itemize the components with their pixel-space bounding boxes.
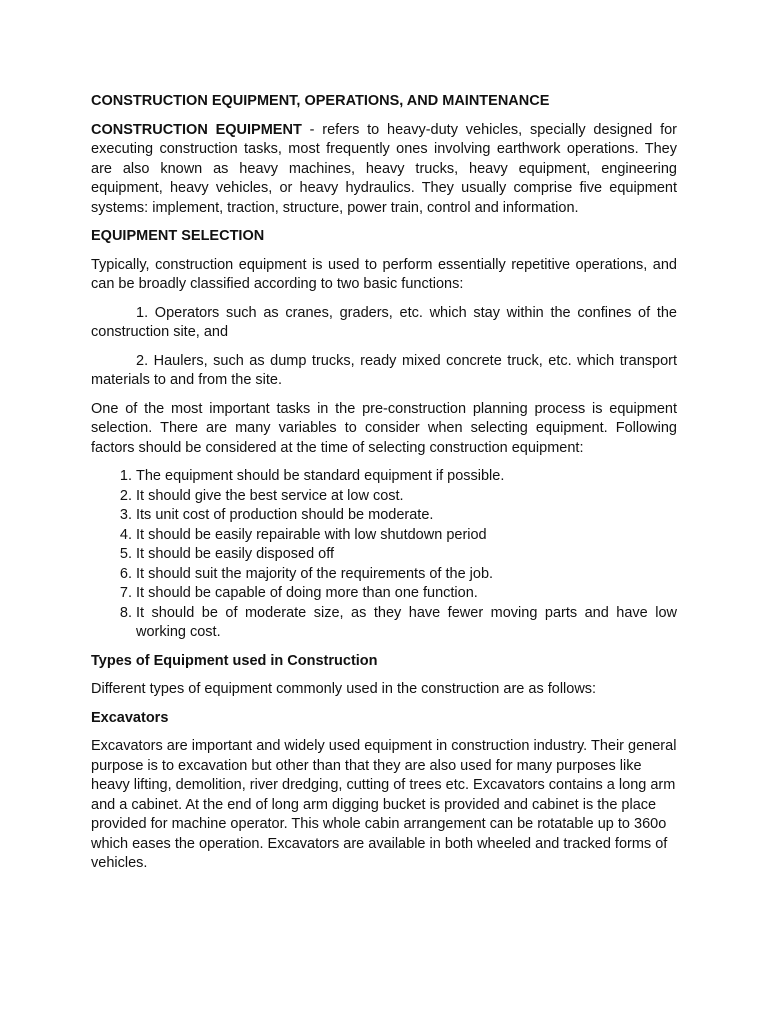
factor-item: 1. The equipment should be standard equipment if possible. <box>136 467 677 487</box>
document-title: CONSTRUCTION EQUIPMENT, OPERATIONS, AND MAINTENANCE <box>91 93 550 109</box>
types-heading: Types of Equipment used in Construction <box>91 652 378 669</box>
factor-item: 6. It should suit the majority of the requirements of the job. <box>136 565 677 585</box>
factor-item: 4. It should be easily repairable with low shutdown period <box>136 526 677 546</box>
factor-item: 2. It should give the best service at low cost. <box>136 487 677 507</box>
factor-item: 3. Its unit cost of production should be moderate. <box>136 506 677 526</box>
factor-item: 8. It should be of moderate size, as they have fewer moving parts and have low working cost. <box>136 604 677 643</box>
intro-paragraph <box>91 121 677 219</box>
factor-item: 7. It should be capable of doing more than one function. <box>136 584 677 604</box>
selection-paragraph-2: One of the most important tasks in the pre-construction planning process is equipment selection. There are many variables to consider when selecting equipment. Following factors should be considered at the time of selecting construction equipment: <box>91 400 677 456</box>
selection-paragraph-1: Typically, construction equipment is used to perform essentially repetitive operations, and can be broadly classified according to two basic functions: <box>91 256 677 292</box>
excavators-heading: Excavators <box>91 709 169 726</box>
function-item-1: 1. Operators such as cranes, graders, etc. which stay within the confines of the construction site, and <box>91 304 677 340</box>
intro-term: CONSTRUCTION EQUIPMENT <box>91 121 302 138</box>
selection-heading: EQUIPMENT SELECTION <box>91 228 265 244</box>
intro-text: - refers to heavy-duty vehicles, specially designed for executing construction tasks, most frequently ones involving earthwork operations. They are also known as heavy machines, heavy trucks, heavy equipment, engineering equipment, heavy vehicles, or heavy hydraulics. They usually comprise five equipment systems: implement, traction, structure, power train, control and information. <box>91 121 677 216</box>
types-paragraph: Different types of equipment commonly used in the construction are as follows: <box>91 681 597 697</box>
excavators-paragraph: Excavators are important and widely used equipment in construction industry. Their general purpose is to excavation but other than that they are also used for many purposes like heavy lifting, demolition, river dredging, cutting of trees etc. Excavators contains a long arm and a cabinet. At the end of long arm digging bucket is provided and cabinet is the place provided for machine operator. This whole cabin arrangement can be rotatable up to 360o which eases the operation. Excavators are available in both wheeled and tracked forms of vehicles. <box>91 738 677 871</box>
factors-list <box>91 467 677 643</box>
factor-item: 5. It should be easily disposed off <box>136 545 677 565</box>
function-item-2: 2. Haulers, such as dump trucks, ready mixed concrete truck, etc. which transport materials to and from the site. <box>91 352 677 388</box>
